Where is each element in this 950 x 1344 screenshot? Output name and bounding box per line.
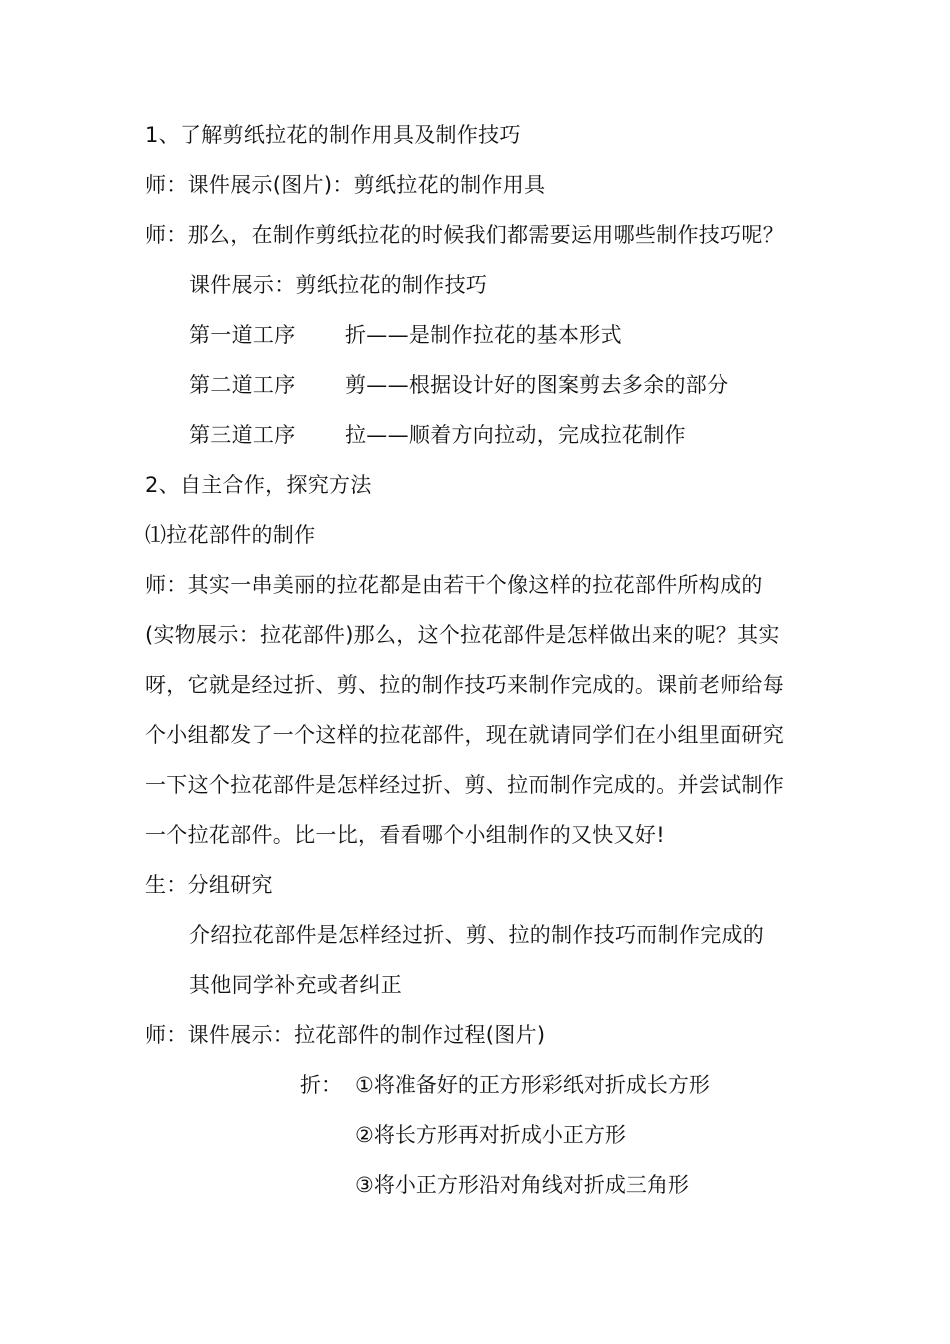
student-activity: 生：分组研究 <box>145 873 273 897</box>
fold-label: 折： <box>300 1073 342 1097</box>
fold-step: ①将准备好的正方形彩纸对折成长方形 <box>355 1073 710 1097</box>
subsection-heading: ⑴拉花部件的制作 <box>145 523 316 547</box>
paragraph-question: 师：那么，在制作剪纸拉花的时候我们都需要运用哪些制作技巧呢？ <box>145 223 784 247</box>
teacher-courseware: 师：课件展示：拉花部件的制作过程(图片) <box>145 1023 546 1047</box>
step-name: 第三道工序 <box>189 423 296 447</box>
section-1-heading: 1、了解剪纸拉花的制作用具及制作技巧 <box>145 123 521 147</box>
student-activity-detail: 其他同学补充或者纠正 <box>189 973 402 997</box>
paragraph-line: (实物展示：拉花部件)那么，这个拉花部件是怎样做出来的呢？其实 <box>145 623 780 647</box>
paragraph-line: 一下这个拉花部件是怎样经过折、剪、拉而制作完成的。并尝试制作 <box>145 773 784 797</box>
step-description: 剪——根据设计好的图案剪去多余的部分 <box>345 373 729 397</box>
paragraph-line: 个小组都发了一个这样的拉花部件，现在就请同学们在小组里面研究 <box>145 723 784 747</box>
fold-step: ②将长方形再对折成小正方形 <box>355 1123 626 1147</box>
paragraph-line: 一个拉花部件。比一比，看看哪个小组制作的又快又好! <box>145 823 665 847</box>
paragraph-line: 呀，它就是经过折、剪、拉的制作技巧来制作完成的。课前老师给每 <box>145 673 784 697</box>
step-item <box>189 321 622 349</box>
section-2-heading: 2、自主合作，探究方法 <box>145 473 372 497</box>
paragraph-tools: 师：课件展示(图片)：剪纸拉花的制作用具 <box>145 173 546 197</box>
step-description: 折——是制作拉花的基本形式 <box>345 323 622 347</box>
student-activity-detail: 介绍拉花部件是怎样经过折、剪、拉的制作技巧而制作完成的 <box>189 923 765 947</box>
step-item <box>189 421 686 449</box>
paragraph-techniques: 课件展示：剪纸拉花的制作技巧 <box>189 273 488 297</box>
step-name: 第一道工序 <box>189 323 296 347</box>
step-name: 第二道工序 <box>189 373 296 397</box>
fold-step: ③将小正方形沿对角线对折成三角形 <box>355 1173 689 1197</box>
step-item <box>189 371 728 399</box>
step-description: 拉——顺着方向拉动，完成拉花制作 <box>345 423 686 447</box>
paragraph-line: 师：其实一串美丽的拉花都是由若干个像这样的拉花部件所构成的 <box>145 573 763 597</box>
